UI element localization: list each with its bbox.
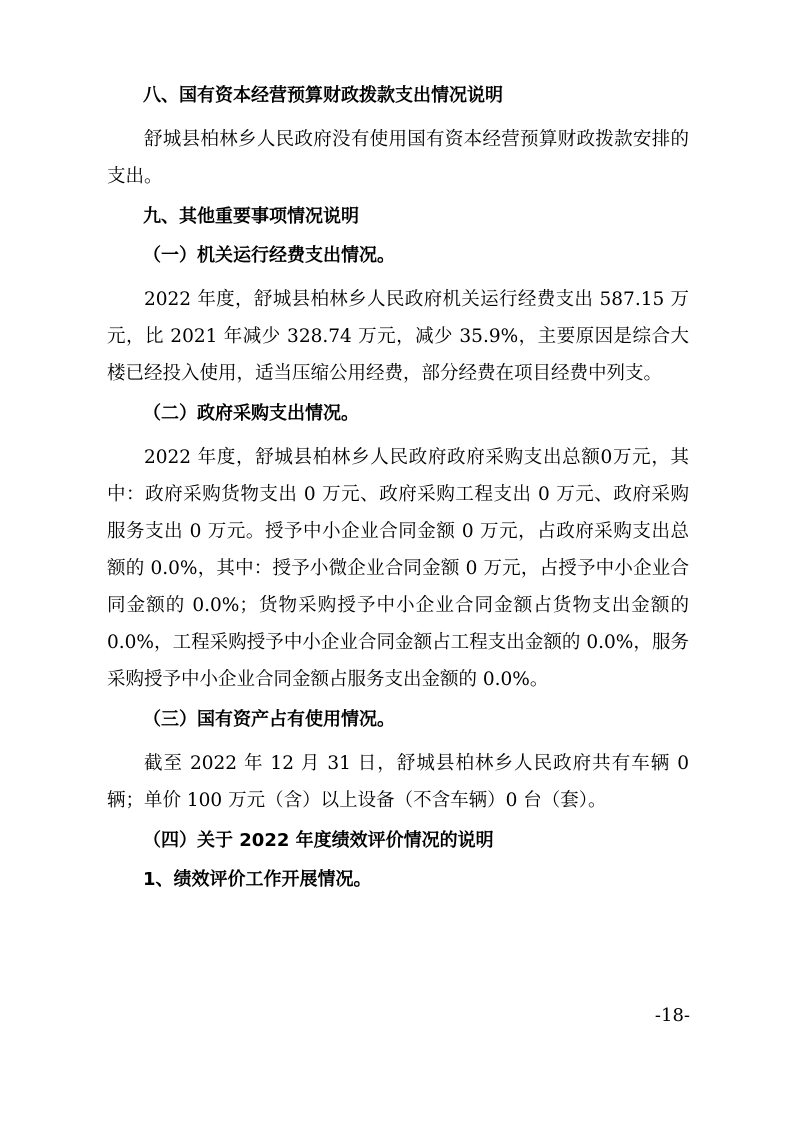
subsection-paragraph-9-3: 截至 2022 年 12 月 31 日，舒城县柏林乡人民政府共有车辆 0 辆；单价 100 万元（含）以上设备（不含车辆）0 台（套）。 [107, 753, 689, 811]
subsection-paragraph-9-1: 2022 年度，舒城县柏林乡人民政府机关运行经费支出 587.15 万元，比 2021 年减少 328.74 万元，减少 35.9%，主要原因是综合大楼已经投入使用，适当压缩公用经费，部分经费在项目经费中列支。 [107, 289, 689, 384]
subsection-heading-9-4: （四）关于 2022 年度绩效评价情况的说明 [143, 830, 494, 851]
subsection-heading-9-2: （二）政府采购支出情况。 [143, 403, 359, 424]
subsection-heading-9-4-1: 1、绩效评价工作开展情况。 [143, 869, 372, 890]
section-paragraph-8: 舒城县柏林乡人民政府没有使用国有资本经营预算财政拨款安排的支出。 [107, 129, 689, 187]
subsection-heading-9-3: （三）国有资产占有使用情况。 [143, 709, 395, 730]
document-body [107, 82, 689, 894]
section-heading-9: 九、其他重要事项情况说明 [143, 206, 359, 227]
subsection-heading-9-1: （一）机关运行经费支出情况。 [143, 245, 395, 266]
section-heading-8: 八、国有资本经营预算财政拨款支出情况说明 [143, 85, 503, 106]
subsection-paragraph-9-2: 2022 年度，舒城县柏林乡人民政府政府采购支出总额0万元，其中：政府采购货物支出 0 万元、政府采购工程支出 0 万元、政府采购服务支出 0 万元。授予中小企业合同金额 0 万元，占政府采购支出总额的 0.0%，其中：授予小微企业合同金额 0 万元，占授予中小企业合同金额的 0.0%；货物采购授予中小企业合同金额占货物支出金额的 0.0%，工程采购授予中小企业合同金额占工程支出金额的 0.0%，服务采购授予中小企业合同金额占服务支出金额的 0.0%。 [107, 447, 689, 690]
page-number: -18- [654, 1005, 690, 1026]
